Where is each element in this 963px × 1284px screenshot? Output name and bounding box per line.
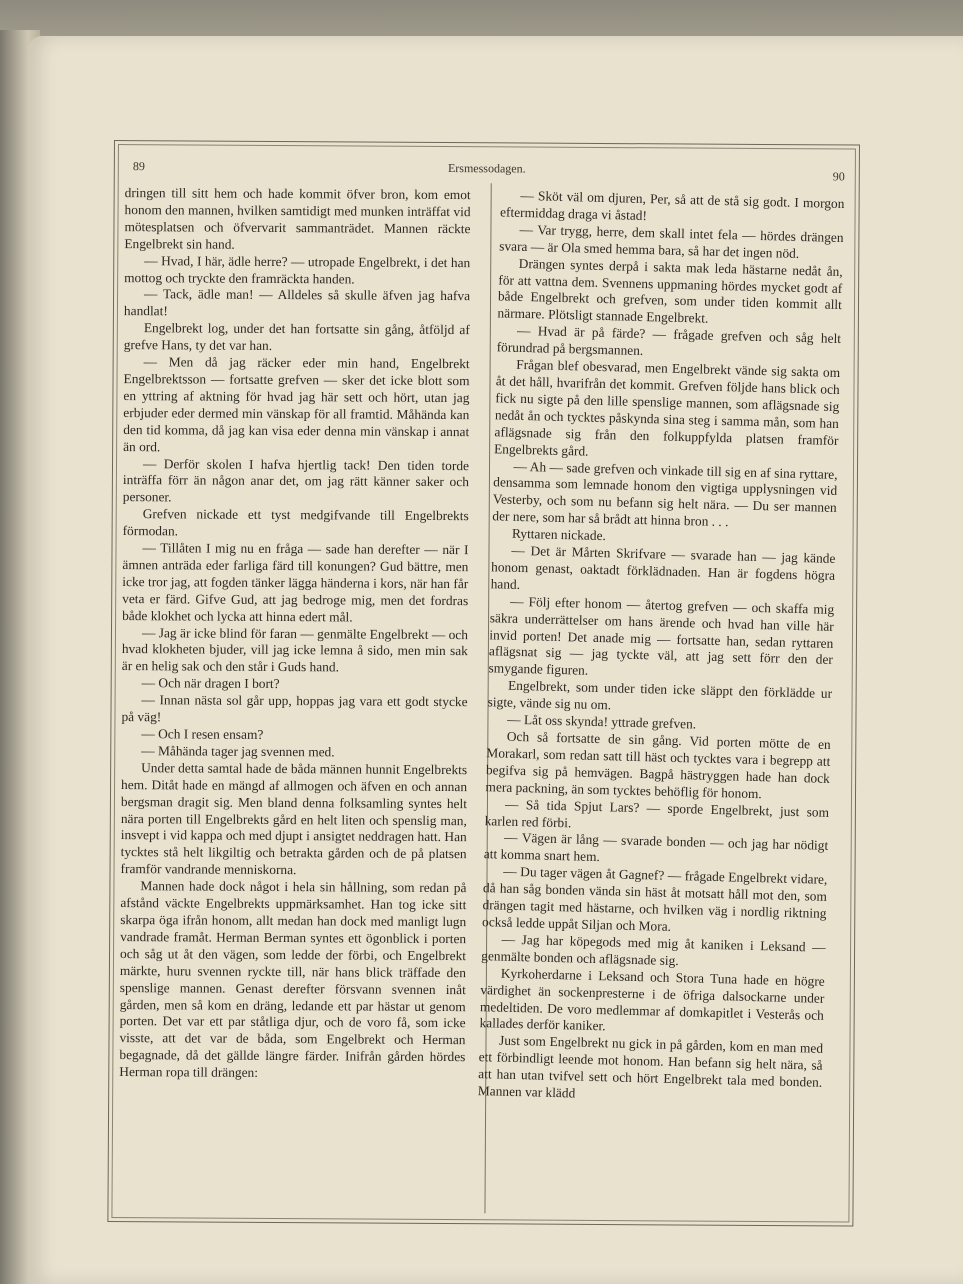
- book-page: [28, 36, 963, 1284]
- paragraph: Frågan blef obesvarad, men Engelbrekt vände sig sakta om åt det håll, hvarifrån det kommit. Grefven följde hans blick och fick nu sigte på den lille spenslige mannen, som aflägsnade sig nedåt ån och tycktes påskynda sina steg i samma mån, som han aflägsnade sig från den folkuppfylda platsen framför Engelbrekts gård.: [493, 356, 841, 459]
- paragraph: — Tack, ädle man! — Alldeles så skulle äfven jag hafva handlat!: [123, 286, 471, 319]
- paragraph: — Du tager vägen åt Gagnef? — frågade Engelbrekt vidare, då han såg bonden vända sin häst åt motsatt håll mot den, som drängen tagit med hästarne, och hvilken väg i nordlig riktning också ledde uppåt Siljan och Mora.: [481, 863, 828, 934]
- running-title: Ersmessodagen.: [447, 161, 526, 176]
- paragraph: — Det är Mårten Skrifvare — svarade han — jag kände honom genast, oaktadt förklädnaden. Han är fogdens högra hand.: [490, 542, 836, 592]
- paragraph: — Ah — sade grefven och vinkade till sig en af sina ryttare, densamma som lemnade honom den vigtiga upplysningen vid Vesterby, och som nu befann sig helt nära. — Du ser mannen der nere, som har så brådt att hinna bron . . .: [492, 458, 838, 530]
- paragraph: Engelbrekt, som under tiden icke släppt den förklädde ur sigte, vände sig nu om.: [487, 677, 833, 713]
- paragraph: — Och när dragen I bort?: [141, 675, 280, 692]
- right-page-number: 90: [832, 169, 845, 184]
- paragraph: — Måhända tager jag svennen med.: [141, 743, 335, 760]
- paragraph: — Låt oss skynda! yttrade grefven.: [507, 711, 697, 732]
- paragraph: — Jag har köpegods med mig åt kaniken i Leksand — genmälte bonden och aflägsnade sig.: [481, 931, 826, 968]
- paragraph: — Men då jag räcker eder min hand, Engelbrekt Engelbrektsson — fortsatte grefven — sker det icke blott som en yttring af aktning för hvad jag här sett och hört, utan jag erbjuder eder dermed min vänskap för all framtid. Måhända kan den tid komma, då jag kan visa eder denna min vänskap i annat än ord.: [123, 354, 470, 454]
- paragraph: Kyrkoherdarne i Leksand och Stora Tuna hade en högre värdighet än sockenpresterne i de öfriga dalsockarne under medeltiden. De voro medlemmar af domkapitlet i Vesterås och kallades derför kaniker.: [479, 965, 825, 1034]
- page-frame: [107, 140, 860, 1227]
- paragraph: dringen till sitt hem och hade kommit öfver bron, kom emot honom den mannen, hvilken samtidigt med munken inträffat vid mötesplatsen och öfvervarit sammanträdet. Mannen räckte Engelbrekt sin hand.: [124, 185, 471, 252]
- left-page-number: 89: [132, 159, 145, 174]
- paragraph: Under detta samtal hade de båda männen hunnit Engelbrekts hem. Ditåt hade en mängd af allmogen och äfven en och annan bergsman dragit sig. Men bland denna folksamling syntes helt nära porten till Engelbrekts gård en helt liten och spenslig man, insvept i vid kappa och med djupt i ansigtet neddragen hatt. Han tycktes stå helt likgiltig och betrakta gården och de på platsen framför vandrande menniskorna.: [120, 759, 468, 878]
- left-text-column: [119, 185, 470, 1083]
- paragraph: — Så tida Spjut Lars? — sporde Engelbrekt, just som karlen red förbi.: [484, 796, 830, 830]
- paragraph: — Hvad, I här, ädle herre? — utropade Engelbrekt, i det han mottog och tryckte den framräckta handen.: [124, 252, 471, 287]
- paragraph: — Vägen är lång — svarade bonden — och jag har nödigt att komma snart hem.: [483, 830, 829, 865]
- paragraph: — Derför skolen I hafva hjertlig tack! Den tiden torde inträffa förr än någon anar det, om jag rätt känner saker och personer.: [122, 455, 470, 505]
- right-text-column: [478, 187, 845, 1108]
- paragraph: Grefven nickade ett tyst medgifvande till Engelbrekts förmodan.: [122, 506, 469, 539]
- paragraph: — Hvad är på färde? — frågade grefven och såg helt förundrad på bergsmannen.: [496, 323, 842, 359]
- paragraph: — Sköt väl om djuren, Per, så att de stå sig godt. I morgon eftermiddag draga vi åstad!: [499, 187, 845, 223]
- paragraph: — Var trygg, herre, dem skall intet fela — hördes drängen svara — är Ola smed hemma bara, så har det ingen nöd.: [499, 221, 844, 261]
- paragraph: Engelbrekt log, under det han fortsatte sin gång, åtföljd af grefve Hans, ty det var han.: [123, 320, 470, 354]
- paragraph: — Och I resen ensam?: [141, 726, 264, 742]
- paragraph: Mannen hade dock något i hela sin hållning, som redan på afstånd väckte Engelbrekts uppmärksamhet. Han tog icke sitt skarpa öga ifrån honom, allt medan han dock med manligt lugn vandrade framåt. Herman Berman syntes ett ögonblick i porten och såg ut åt den vägen, som ledde der förbi, och Engelbrekt märkte, huru svennen ryckte till, när hans blick träffade den spenslige mannen. Genast derefter försvann svennen inåt gården, men så kom en dräng, ledande ett par hästar ut genom porten. Det var ett par ståtliga djur, och de voro få, som icke visste, att det var de båda, som Engelbrekt och Herman begagnade, då det gällde längre färder. Inifrån gården hördes Herman ropa till drängen:: [119, 878, 467, 1081]
- paragraph: — Tillåten I mig nu en fråga — sade han derefter — när I ämnen anträda eder farliga färd till konungen? Gud bättre, men icke tror jag, att fogden tänker lägga händerna i kors, när han får veta er färd. Gifve Gud, att jag bedroge mig, men det fordras både klokhet och lycka att hinna edert mål.: [122, 540, 469, 625]
- paragraph: Och så fortsatte de sin gång. Vid porten mötte de en Morakarl, som redan satt till häst och tycktes vara i begrepp att begifva sig på hemvägen. Bagpå hästryggen hade han dock mera packning, än som tycktes behöflig för honom.: [485, 728, 831, 801]
- paragraph: — Följ efter honom — återtog grefven — och skaffa mig säkra underrättelser om hans ärende och hvad han ville här invid porten! Det anade mig — fortsatte han, sedan ryttaren aflägsnat sig — jag tyckte väl, att jag sett förr den der smygande figuren.: [488, 593, 835, 679]
- paragraph: Ryttaren nickade.: [511, 525, 607, 544]
- paragraph: Just som Engelbrekt nu gick in på gården, kom en man med ett förbindligt leende mot honom. Han befann sig helt nära, så att han utan tvifvel sett och hört Engelbrekt tala med bonden. Mannen var klädd: [477, 1032, 824, 1101]
- paragraph: — Jag är icke blind för faran — genmälte Engelbrekt — och hvad klokheten bjuder, vill jag icke lemna å sido, men min sak är en helig sak och den står i Guds hand.: [121, 624, 469, 675]
- paragraph: Drängen syntes derpå i sakta mak leda hästarne nedåt ån, för att vattna dem. Svennens uppmaning hördes mycket godt af både Engelbrekt och grefven, som under tiden kommit allt närmare. Plötsligt stannade Engelbrekt.: [497, 255, 843, 326]
- paragraph: — Innan nästa sol går upp, hoppas jag vara ett godt stycke på väg!: [121, 692, 468, 725]
